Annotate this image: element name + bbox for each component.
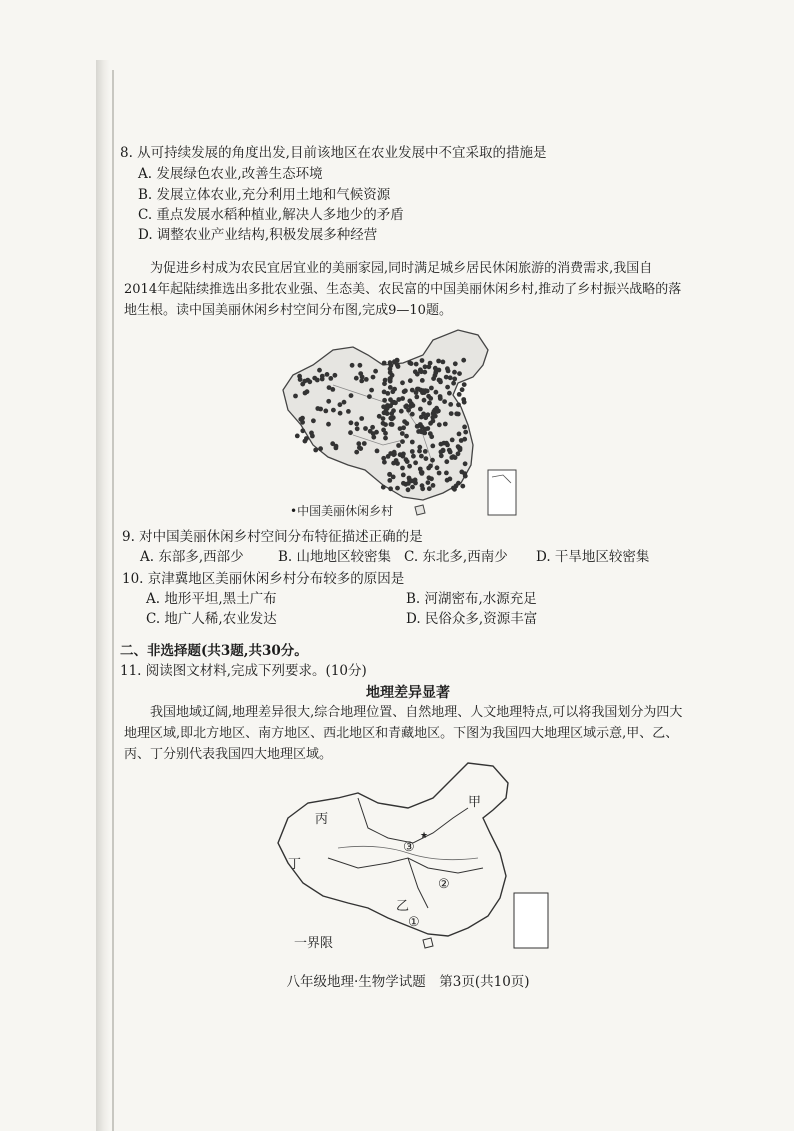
village-dot bbox=[402, 419, 407, 424]
village-dot bbox=[427, 486, 432, 491]
village-dot bbox=[383, 422, 388, 427]
village-dot bbox=[364, 377, 369, 382]
village-dot bbox=[300, 420, 305, 425]
village-dot bbox=[385, 391, 390, 396]
village-dot bbox=[410, 440, 415, 445]
scan-shadow bbox=[96, 60, 110, 1131]
village-dot bbox=[401, 473, 406, 478]
exam-page bbox=[118, 130, 758, 1080]
village-dot bbox=[433, 373, 438, 378]
q10-stem: 10. 京津冀地区美丽休闲乡村分布较多的原因是 bbox=[122, 571, 405, 587]
section-2-heading: 二、非选择题(共3题,共30分。 bbox=[120, 643, 308, 659]
region-label-ding: 丁 bbox=[288, 857, 302, 872]
village-dot bbox=[330, 387, 335, 392]
village-dot bbox=[328, 376, 333, 381]
q8-option-d: D. 调整农业产业结构,积极发展多种经营 bbox=[138, 227, 378, 243]
village-dot bbox=[460, 387, 465, 392]
village-dot bbox=[437, 422, 442, 427]
village-dot bbox=[449, 411, 454, 416]
village-dot bbox=[349, 420, 354, 425]
village-distribution-map bbox=[273, 325, 533, 525]
four-regions-map bbox=[268, 758, 568, 958]
village-dot bbox=[461, 358, 466, 363]
village-dot bbox=[435, 409, 440, 414]
village-dot bbox=[367, 394, 372, 399]
village-dot bbox=[333, 373, 338, 378]
village-dot bbox=[354, 450, 359, 455]
village-dot bbox=[420, 425, 425, 430]
village-dot bbox=[371, 375, 376, 380]
village-dot bbox=[410, 412, 415, 417]
village-dot bbox=[402, 389, 407, 394]
village-dot bbox=[358, 363, 363, 368]
village-dot bbox=[320, 377, 325, 382]
village-dot bbox=[373, 369, 378, 374]
village-dot bbox=[444, 471, 449, 476]
village-dot bbox=[430, 458, 435, 463]
village-dot bbox=[447, 391, 452, 396]
village-dot bbox=[391, 475, 396, 480]
village-dot bbox=[456, 481, 461, 486]
village-dot bbox=[449, 455, 454, 460]
village-dot bbox=[363, 426, 368, 431]
q8-option-b: B. 发展立体农业,充分利用土地和气候资源 bbox=[138, 187, 391, 203]
village-dot bbox=[442, 399, 447, 404]
village-dot bbox=[309, 431, 314, 436]
village-dot bbox=[437, 471, 442, 476]
village-dot bbox=[463, 430, 468, 435]
village-dot bbox=[429, 386, 434, 391]
village-dot bbox=[338, 402, 343, 407]
village-dot bbox=[436, 359, 441, 364]
village-dot bbox=[428, 396, 433, 401]
village-dot bbox=[441, 448, 446, 453]
village-dot bbox=[433, 414, 438, 419]
village-dot bbox=[370, 425, 375, 430]
village-dot bbox=[389, 411, 394, 416]
village-dot bbox=[415, 424, 420, 429]
village-dot bbox=[387, 478, 392, 483]
village-dot bbox=[388, 370, 393, 375]
village-dot bbox=[356, 441, 361, 446]
village-dot bbox=[338, 411, 343, 416]
village-dot bbox=[428, 464, 433, 469]
village-dot bbox=[418, 407, 423, 412]
material-9-10: 为促进乡村成为农民宜居宜业的美丽家园,同时满足城乡居民休闲旅游的消费需求,我国自2014年起陆续推选出多批农业强、生态美、农民富的中国美丽休闲乡村,推动了乡村振兴战略的落地生根。读中国美丽休闲乡村空间分布图,完成9—10题。 bbox=[124, 261, 682, 318]
village-dot bbox=[318, 446, 323, 451]
village-dot bbox=[452, 370, 457, 375]
village-dot bbox=[382, 398, 387, 403]
village-dot bbox=[417, 449, 422, 454]
village-dot bbox=[413, 369, 418, 374]
village-dot bbox=[342, 400, 347, 405]
village-dot bbox=[317, 368, 322, 373]
q11-paragraph: 我国地域辽阔,地理差异很大,综合地理位置、自然地理、人文地理特点,可以将我国划分为四大地理区域,即北方地区、南方地区、西北地区和青藏地区。下图为我国四大地理区域示意,甲、乙、丙、丁分别代表我国四大地理区域。 bbox=[124, 705, 683, 762]
village-dot bbox=[354, 376, 359, 381]
village-dot bbox=[431, 419, 436, 424]
map1-legend: •中国美丽休闲乡村 bbox=[290, 504, 394, 518]
village-dot bbox=[354, 422, 359, 427]
village-dot bbox=[355, 426, 360, 431]
village-dot bbox=[400, 439, 405, 444]
village-dot bbox=[395, 461, 400, 466]
village-dot bbox=[401, 481, 406, 486]
village-dot bbox=[400, 380, 405, 385]
village-dot bbox=[307, 379, 312, 384]
village-dot bbox=[401, 452, 406, 457]
village-dot bbox=[295, 434, 300, 439]
village-dot bbox=[445, 385, 450, 390]
village-dot bbox=[456, 402, 461, 407]
village-dot bbox=[375, 449, 380, 454]
q8-option-a: A. 发展绿色农业,改善生态环境 bbox=[138, 166, 323, 182]
village-dot bbox=[383, 436, 388, 441]
village-dot bbox=[400, 466, 405, 471]
q9-option-c: C. 东北多,西南少 bbox=[404, 549, 508, 565]
q9-stem: 9. 对中国美丽休闲乡村空间分布特征描述正确的是 bbox=[122, 529, 423, 545]
village-dot bbox=[420, 358, 425, 363]
village-dot bbox=[362, 441, 367, 446]
village-dot bbox=[326, 422, 331, 427]
village-dot bbox=[388, 451, 393, 456]
village-dot bbox=[400, 431, 405, 436]
village-dot bbox=[426, 480, 431, 485]
village-dot bbox=[420, 390, 425, 395]
village-dot bbox=[435, 465, 440, 470]
village-dot bbox=[425, 389, 430, 394]
village-dot bbox=[334, 446, 339, 451]
village-dot bbox=[451, 381, 456, 386]
q10-option-b: B. 河湖密布,水源充足 bbox=[406, 591, 537, 607]
village-dot bbox=[413, 478, 418, 483]
village-dot bbox=[420, 486, 425, 491]
village-dot bbox=[460, 484, 465, 489]
village-dot bbox=[427, 401, 432, 406]
village-dot bbox=[407, 399, 412, 404]
village-dot bbox=[462, 425, 467, 430]
village-dot bbox=[414, 362, 419, 367]
village-dot bbox=[348, 430, 353, 435]
scan-fold-line bbox=[112, 70, 114, 1131]
village-dot bbox=[410, 449, 415, 454]
village-dot bbox=[297, 374, 302, 379]
village-dot bbox=[422, 370, 427, 375]
q8-stem: 8. 从可持续发展的角度出发,目前该地区在农业发展中不宜采取的措施是 bbox=[120, 145, 547, 161]
village-dot bbox=[407, 478, 412, 483]
village-dot bbox=[453, 361, 458, 366]
village-dot bbox=[451, 486, 456, 491]
village-dot bbox=[407, 464, 412, 469]
village-dot bbox=[323, 409, 328, 414]
village-dot bbox=[382, 381, 387, 386]
village-dot bbox=[350, 363, 355, 368]
village-dot bbox=[404, 434, 409, 439]
hainan-island bbox=[415, 505, 425, 515]
village-dot bbox=[377, 414, 382, 419]
village-dot bbox=[300, 428, 305, 433]
village-dot bbox=[419, 454, 424, 459]
village-dot bbox=[433, 366, 438, 371]
village-dot bbox=[454, 411, 459, 416]
village-dot bbox=[315, 406, 320, 411]
village-dot bbox=[382, 460, 387, 465]
village-dot bbox=[313, 448, 318, 453]
q8-option-c: C. 重点发展水稻种植业,解决人多地少的矛盾 bbox=[138, 207, 404, 223]
q9-option-b: B. 山地地区较密集 bbox=[278, 549, 392, 565]
village-dot bbox=[463, 461, 468, 466]
village-dot bbox=[346, 409, 351, 414]
village-dot bbox=[456, 444, 461, 449]
village-dot bbox=[448, 402, 453, 407]
hainan-island-2 bbox=[423, 938, 433, 948]
capital-star-icon: ★ bbox=[420, 831, 429, 841]
village-dot bbox=[457, 432, 462, 437]
village-dot bbox=[381, 428, 386, 433]
village-dot bbox=[438, 396, 443, 401]
village-dot bbox=[441, 360, 446, 365]
village-dot bbox=[388, 416, 393, 421]
village-dot bbox=[431, 483, 436, 488]
village-dot bbox=[444, 375, 449, 380]
village-dot bbox=[420, 378, 425, 383]
village-dot bbox=[457, 371, 462, 376]
village-dot bbox=[395, 486, 400, 491]
village-dot bbox=[434, 390, 439, 395]
village-dot bbox=[392, 400, 397, 405]
village-dot bbox=[447, 448, 452, 453]
village-dot bbox=[389, 422, 394, 427]
village-dot bbox=[388, 385, 393, 390]
village-dot bbox=[369, 388, 374, 393]
village-dot bbox=[382, 410, 387, 415]
village-dot bbox=[450, 438, 455, 443]
village-dot bbox=[331, 408, 336, 413]
village-dot bbox=[360, 375, 365, 380]
village-dot bbox=[457, 392, 462, 397]
village-dot bbox=[381, 485, 386, 490]
village-dot bbox=[399, 409, 404, 414]
village-dot bbox=[448, 375, 453, 380]
village-dot bbox=[413, 460, 418, 465]
village-dot bbox=[392, 359, 397, 364]
village-dot bbox=[422, 398, 427, 403]
village-dot bbox=[326, 399, 331, 404]
village-dot bbox=[358, 446, 363, 451]
village-dot bbox=[389, 363, 394, 368]
q10-option-a: A. 地形平坦,黑土广布 bbox=[146, 591, 277, 607]
village-dot bbox=[293, 394, 298, 399]
village-dot bbox=[418, 369, 423, 374]
village-dot bbox=[382, 361, 387, 366]
village-dot bbox=[423, 415, 428, 420]
village-dot bbox=[392, 387, 397, 392]
region-label-bing: 丙 bbox=[315, 812, 329, 827]
village-dot bbox=[438, 380, 443, 385]
village-dot bbox=[410, 485, 415, 490]
village-dot bbox=[312, 376, 317, 381]
q11-stem: 11. 阅读图文材料,完成下列要求。(10分) bbox=[120, 663, 367, 679]
village-dot bbox=[304, 436, 309, 441]
village-dot bbox=[424, 456, 429, 461]
village-dot bbox=[409, 361, 414, 366]
village-dot bbox=[463, 474, 468, 479]
village-dot bbox=[420, 470, 425, 475]
marker-1: ① bbox=[408, 915, 420, 930]
village-dot bbox=[406, 408, 411, 413]
village-dot bbox=[462, 382, 467, 387]
village-dot bbox=[462, 437, 467, 442]
marker-3: ③ bbox=[403, 840, 415, 855]
village-dot bbox=[368, 429, 373, 434]
village-dot bbox=[445, 478, 450, 483]
village-dot bbox=[429, 434, 434, 439]
village-dot bbox=[429, 476, 434, 481]
marker-2: ② bbox=[438, 877, 450, 892]
village-dot bbox=[442, 441, 447, 446]
village-dot bbox=[302, 379, 307, 384]
south-sea-inset-2 bbox=[514, 893, 548, 948]
village-dot bbox=[311, 418, 316, 423]
village-dot bbox=[325, 372, 330, 377]
village-dot bbox=[305, 389, 310, 394]
q11-title: 地理差异显著 bbox=[366, 685, 450, 701]
region-label-jia: 甲 bbox=[468, 795, 482, 810]
village-dot bbox=[418, 429, 423, 434]
village-dot bbox=[396, 443, 401, 448]
village-dot bbox=[414, 390, 419, 395]
q9-option-d: D. 干旱地区较密集 bbox=[536, 549, 650, 565]
map2-legend: 一界限 bbox=[294, 936, 334, 951]
village-dot bbox=[404, 403, 409, 408]
village-dot bbox=[430, 444, 435, 449]
village-dot bbox=[349, 393, 354, 398]
q10-option-c: C. 地广人稀,农业发达 bbox=[146, 611, 277, 627]
region-label-yi: 乙 bbox=[396, 899, 410, 914]
village-dot bbox=[414, 395, 419, 400]
village-dot bbox=[443, 422, 448, 427]
village-dot bbox=[406, 487, 411, 492]
page-footer: 八年级地理·生物学试题 第3页(共10页) bbox=[286, 974, 530, 990]
village-dot bbox=[411, 454, 416, 459]
village-dot bbox=[359, 416, 364, 421]
village-dot bbox=[452, 377, 457, 382]
china-outline-2 bbox=[278, 763, 508, 936]
q10-option-d: D. 民俗众多,资源丰富 bbox=[406, 611, 538, 627]
q9-option-a: A. 东部多,西部少 bbox=[140, 549, 244, 565]
village-dot bbox=[423, 449, 428, 454]
village-dot bbox=[388, 486, 393, 491]
village-dot bbox=[461, 397, 466, 402]
village-dot bbox=[427, 364, 432, 369]
village-dot bbox=[401, 425, 406, 430]
village-dot bbox=[408, 378, 413, 383]
village-dot bbox=[446, 369, 451, 374]
village-dot bbox=[444, 459, 449, 464]
